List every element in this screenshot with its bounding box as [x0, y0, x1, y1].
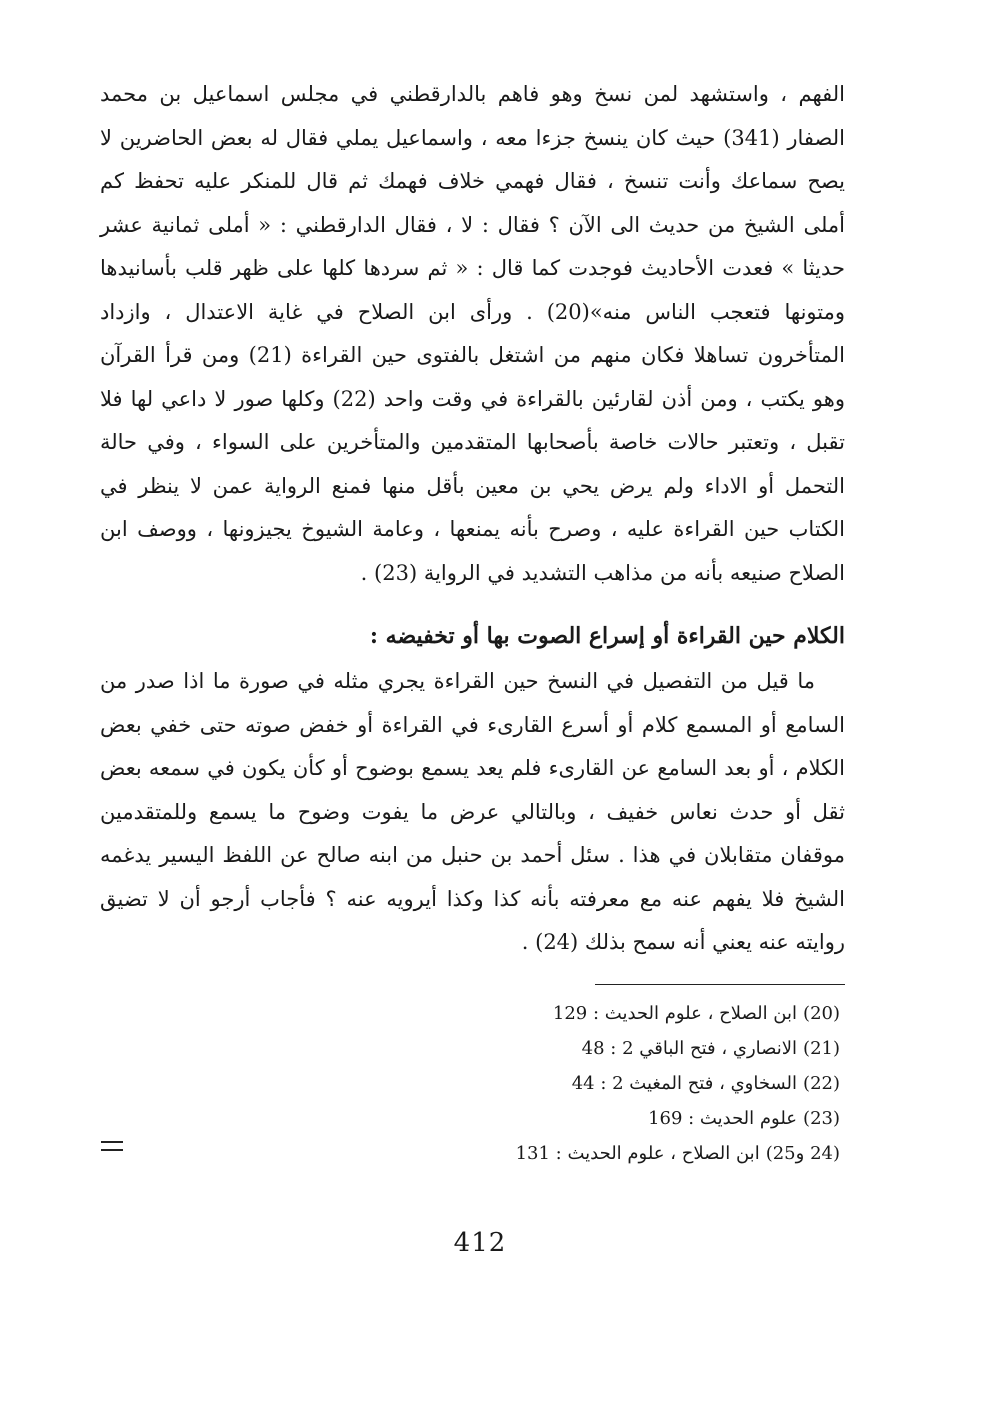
footnote-number: (24 و25)	[765, 1143, 840, 1164]
footnote-text: ابن الصلاح ، علوم الحديث : 129	[552, 1003, 798, 1024]
footnote-text: السخاوي ، فتح المغيث 2 : 44	[571, 1073, 798, 1094]
footnote-text: الانصاري ، فتح الباقي 2 : 48	[581, 1038, 798, 1059]
margin-mark	[101, 1141, 123, 1151]
body-paragraph-1: الفهم ، واستشهد لمن نسخ وهو فاهم بالدارقطني في مجلس اسماعيل بن محمد الصفار (341) حيث كان ينسخ جزءا معه ، واسماعيل يملي فقال له بعض الحاضرين لا يصح سماعك وأنت تنسخ ، فقال فهمي خلاف فهمك ثم قال للمنكر عليه تحفظ كم أملى الشيخ من حديث الى الآن ؟ فقال : لا ، فقال الدارقطني : « أملى ثمانية عشر حديثا » فعدت الأحاديث فوجدت كما قال : « ثم سردها كلها على ظهر قلب بأسانيدها ومتونها فتعجب الناس منه»(20) . ورأى ابن الصلاح في غاية الاعتدال ، وازداد المتأخرون تساهلا فكان منهم من اشتغل بالفتوى حين القراءة (21) ومن قرأ القرآن وهو يكتب ، ومن أذن لقارئين بالقراءة في وقت واحد (22) وكلها صور لا داعي لها فلا تقبل ، وتعتبر حالات خاصة بأصحابها المتقدمين والمتأخرين على السواء ، وفي حالة التحمل أو الاداء ولم يرض يحي بن معين بأقل منها فمنع الرواية عمن لا ينظر في الكتاب حين القراءة عليه ، وصرح بأنه يمنعها ، وعامة الشيوخ يجيزونها ، ووصف ابن الصلاح صنيعه بأنه من مذاهب التشديد في الرواية (23) .	[100, 82, 845, 585]
footnote-item	[380, 1101, 840, 1136]
body-paragraph-2: ما قيل من التفصيل في النسخ حين القراءة يجري مثله في صورة ما اذا صدر من السامع أو المسمع كلام أو أسرع القارىء في القراءة أو خفض صوته حتى خفي بعض الكلام ، أو بعد السامع عن القارىء فلم يعد يسمع بوضوح أو كأن يكون في سمعه بعض ثقل أو حدث نعاس خفيف ، وبالتالي عرض ما يفوت وضوح ما يسمع وللمتقدمين موقفان متقابلان في هذا . سئل أحمد بن حنبل من ابنه صالح عن اللفظ اليسير يدغمه الشيخ فلا يفهم عنه مع معرفته بأنه كذا وكذا أيرويه عنه ؟ فأجاب أرجو أن لا تضيق روايته عنه يعني أنه سمح بذلك (24) .	[100, 669, 845, 954]
footnote-item	[380, 1031, 840, 1066]
footnote-text: ابن الصلاح ، علوم الحديث : 131	[515, 1143, 760, 1164]
footnote-item	[380, 1066, 840, 1101]
footnote-number: (22)	[803, 1073, 840, 1094]
footnote-separator	[595, 984, 845, 985]
footnote-text: علوم الحديث : 169	[648, 1108, 798, 1129]
footnote-number: (23)	[803, 1108, 840, 1129]
footnotes-list	[380, 996, 840, 1171]
page-number: 412	[453, 1228, 507, 1258]
footnote-number: (20)	[803, 1003, 840, 1024]
footnote-number: (21)	[803, 1038, 840, 1059]
section-heading: الكلام حين القراءة أو إسراع الصوت بها أو تخفيضه :	[369, 623, 845, 649]
footnote-item	[380, 996, 840, 1031]
footnote-item	[380, 1136, 840, 1171]
